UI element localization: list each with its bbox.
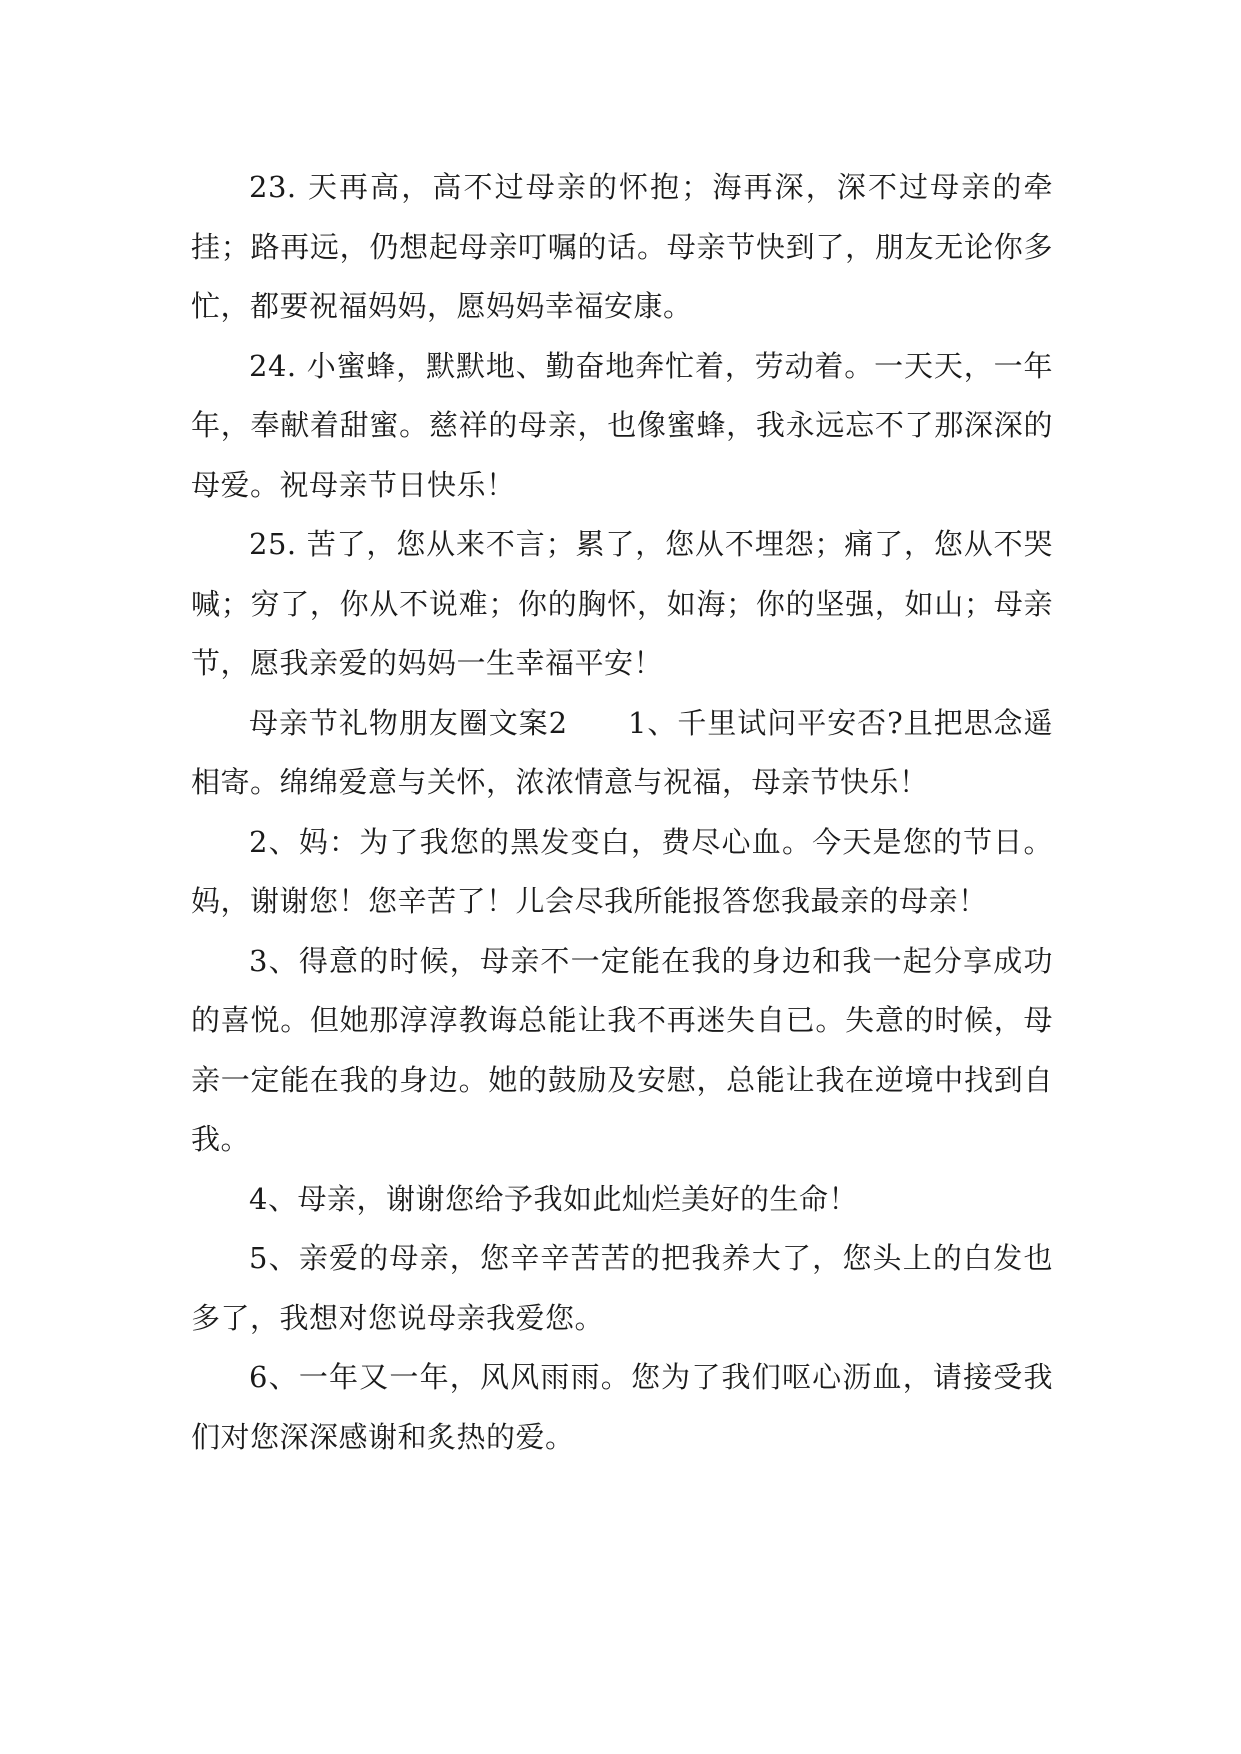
paragraph-item-5: 5、亲爱的母亲，您辛辛苦苦的把我养大了，您头上的白发也多了，我想对您说母亲我爱您。: [191, 1241, 1053, 1335]
paragraph-23: 23. 天再高，高不过母亲的怀抱；海再深，深不过母亲的牵挂；路再远，仍想起母亲叮嘱的话。母亲节快到了，朋友无论你多忙，都要祝福妈妈，愿妈妈幸福安康。: [191, 170, 1053, 323]
paragraph-item-6: 6、一年又一年，风风雨雨。您为了我们呕心沥血，请接受我们对您深深感谢和炙热的爱。: [191, 1360, 1053, 1454]
paragraph-item-4: 4、母亲，谢谢您给予我如此灿烂美好的生命！: [249, 1181, 858, 1216]
paragraph-item-3: 3、得意的时候，母亲不一定能在我的身边和我一起分享成功的喜悦。但她那淳淳教诲总能让我不再迷失自已。失意的时候，母亲一定能在我的身边。她的鼓励及安慰，总能让我在逆境中找到自我。: [191, 943, 1053, 1156]
paragraph-item-2: 2、妈：为了我您的黑发变白，费尽心血。今天是您的节日。妈，谢谢您！您辛苦了！儿会尽我所能报答您我最亲的母亲！: [191, 824, 1053, 918]
document-body: [191, 158, 1053, 1467]
paragraph-24: 24. 小蜜蜂，默默地、勤奋地奔忙着，劳动着。一天天，一年年，奉献着甜蜜。慈祥的母亲，也像蜜蜂，我永远忘不了那深深的母爱。祝母亲节日快乐！: [191, 348, 1053, 502]
paragraph-section-2-item-1: 母亲节礼物朋友圈文案2 1、千里试问平安否?且把思念遥相寄。绵绵爱意与关怀，浓浓情意与祝福，母亲节快乐！: [191, 705, 1053, 799]
paragraph-25: 25. 苦了，您从来不言；累了，您从不埋怨；痛了，您从不哭喊；穷了，你从不说难；你的胸怀，如海；你的坚强，如山；母亲节，愿我亲爱的妈妈一生幸福平安！: [191, 527, 1053, 680]
